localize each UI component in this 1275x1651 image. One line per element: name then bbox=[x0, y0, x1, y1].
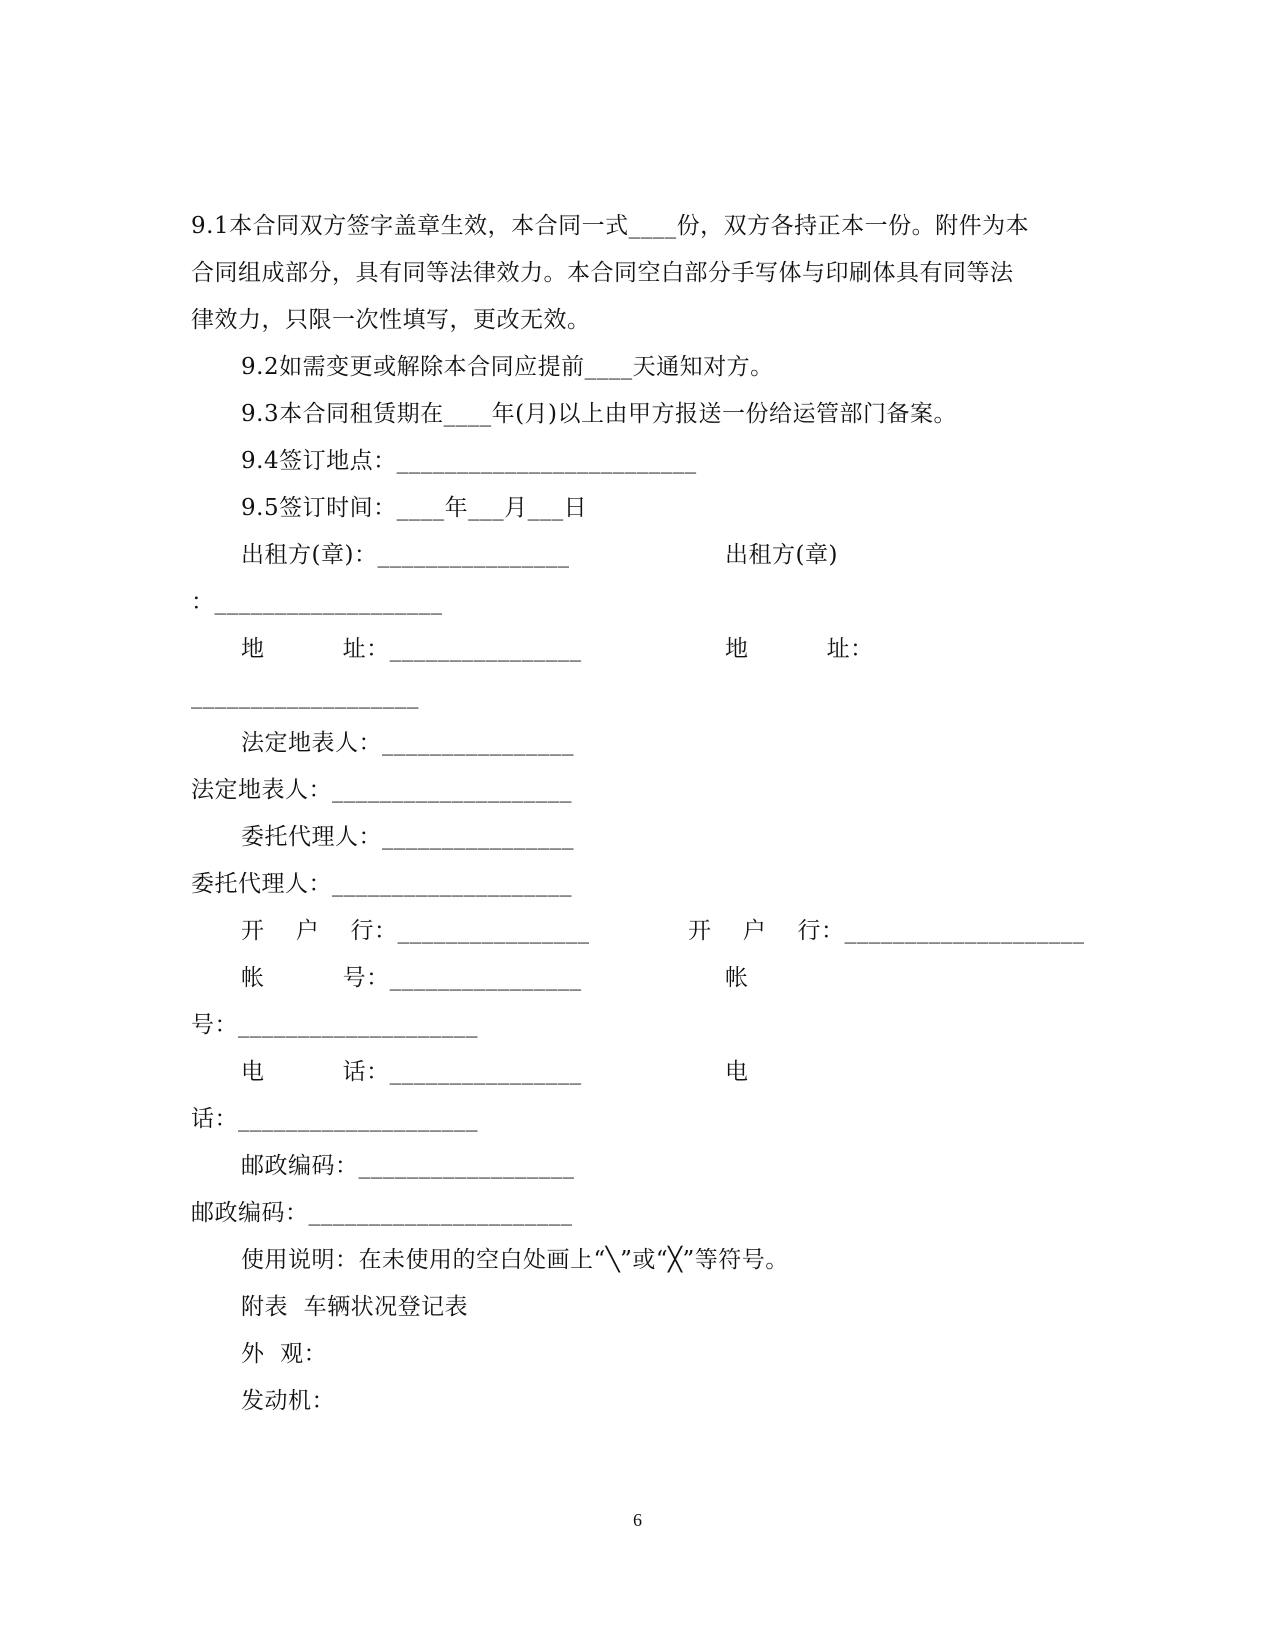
clause-9-1-line-3: 律效力，只限一次性填写，更改无效。 bbox=[191, 307, 591, 333]
address-left: 地 址：________________ bbox=[241, 636, 582, 662]
postcode-right: 邮政编码：______________________ bbox=[191, 1200, 573, 1226]
exterior-field: 外 观： bbox=[241, 1341, 328, 1367]
clause-9-2: 9.2如需变更或解除本合同应提前____天通知对方。 bbox=[241, 354, 774, 380]
agent-right: 委托代理人：____________________ bbox=[191, 871, 572, 897]
account-left: 帐 号：________________ bbox=[241, 965, 582, 991]
usage-note: 使用说明：在未使用的空白处画上“╲”或“╳”等符号。 bbox=[241, 1247, 789, 1273]
clause-9-1-line-2: 合同组成部分，具有同等法律效力。本合同空白部分手写体与印刷体具有同等法 bbox=[191, 260, 1014, 286]
legal-representative-right: 法定地表人：____________________ bbox=[191, 777, 572, 803]
clause-9-4-signing-place: 9.4签订地点：_________________________ bbox=[241, 448, 697, 474]
clause-9-1-line-1: 9.1本合同双方签字盖章生效，本合同一式____份，双方各持正本一份。附件为本 bbox=[191, 213, 1030, 239]
lessor-seal-right: 出租方(章) bbox=[725, 542, 838, 568]
lessor-seal-left: 出租方(章)：________________ bbox=[241, 542, 570, 568]
phone-right-continued: 话：____________________ bbox=[191, 1106, 478, 1132]
address-right: 地 址： bbox=[725, 636, 874, 662]
clause-9-5-signing-date: 9.5签订时间：____年___月___日 bbox=[241, 495, 588, 521]
address-right-continued: ___________________ bbox=[191, 683, 419, 709]
phone-left: 电 话：________________ bbox=[241, 1059, 582, 1085]
bank-left: 开 户 行：________________ bbox=[241, 918, 590, 944]
postcode-left: 邮政编码：__________________ bbox=[241, 1153, 575, 1179]
lessor-seal-right-continued: ：___________________ bbox=[191, 589, 443, 615]
legal-representative-left: 法定地表人：________________ bbox=[241, 730, 574, 756]
page-number: 6 bbox=[633, 1510, 642, 1530]
account-right-continued: 号：____________________ bbox=[191, 1012, 478, 1038]
clause-9-3: 9.3本合同租赁期在____年(月)以上由甲方报送一份给运管部门备案。 bbox=[241, 401, 958, 427]
account-right: 帐 bbox=[725, 965, 749, 991]
phone-right: 电 bbox=[725, 1059, 749, 1085]
engine-field: 发动机： bbox=[241, 1388, 335, 1414]
bank-right: 开 户 行：____________________ bbox=[688, 918, 1085, 944]
appendix-title: 附表 车辆状况登记表 bbox=[241, 1294, 469, 1320]
agent-left: 委托代理人：________________ bbox=[241, 824, 574, 850]
